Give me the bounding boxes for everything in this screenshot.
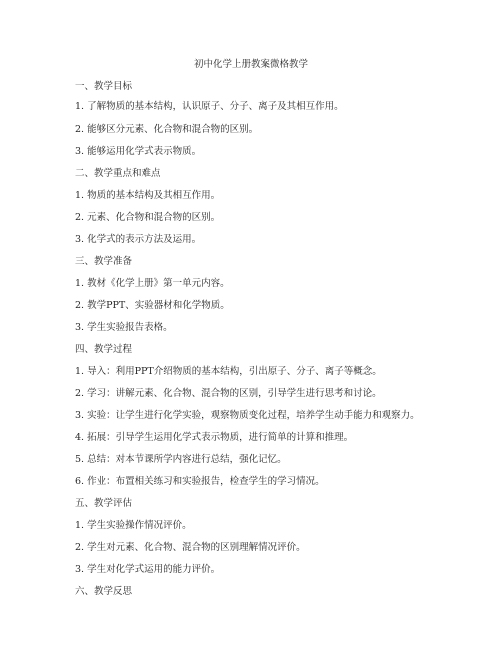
list-item: 6. 作业：布置相关练习和实验报告，检查学生的学习情况。 — [75, 476, 325, 487]
list-item: 1. 物质的基本结构及其相互作用。 — [75, 190, 221, 201]
list-item: 4. 拓展：引导学生运用化学式表示物质，进行简单的计算和推理。 — [75, 432, 354, 443]
list-item: 2. 学生对元素、化合物、混合物的区别理解情况评价。 — [75, 542, 306, 553]
section-heading-reflection: 六、教学反思 — [75, 586, 133, 597]
list-item: 2. 教学PPT、实验器材和化学物质。 — [75, 300, 230, 311]
list-item: 3. 实验：让学生进行化学实验，观察物质变化过程，培养学生动手能力和观察力。 — [75, 410, 420, 421]
list-item: 3. 学生对化学式运用的能力评价。 — [75, 564, 221, 575]
list-item: 3. 能够运用化学式表示物质。 — [75, 146, 202, 157]
section-heading-objectives: 一、教学目标 — [75, 81, 133, 92]
section-heading-key-points: 二、教学重点和难点 — [75, 168, 161, 179]
list-item: 3. 化学式的表示方法及运用。 — [75, 234, 202, 245]
list-item: 5. 总结：对本节课所学内容进行总结，强化记忆。 — [75, 454, 287, 465]
list-item: 1. 导入：利用PPT介绍物质的基本结构，引出原子、分子、离子等概念。 — [75, 366, 382, 377]
list-item: 3. 学生实验报告表格。 — [75, 322, 173, 333]
document-title: 初中化学上册教案微格教学 — [193, 59, 308, 70]
list-item: 1. 了解物质的基本结构，认识原子、分子、离子及其相互作用。 — [75, 101, 344, 112]
list-item: 1. 学生实验操作情况评价。 — [75, 520, 192, 531]
section-heading-process: 四、教学过程 — [75, 344, 133, 355]
section-heading-evaluation: 五、教学评估 — [75, 498, 133, 509]
list-item: 2. 能够区分元素、化合物和混合物的区别。 — [75, 124, 259, 135]
list-item: 1. 教材《化学上册》第一单元内容。 — [75, 278, 230, 289]
list-item: 2. 元素、化合物和混合物的区别。 — [75, 212, 221, 223]
list-item: 2. 学习：讲解元素、化合物、混合物的区别，引导学生进行思考和讨论。 — [75, 388, 382, 399]
section-heading-preparation: 三、教学准备 — [75, 256, 133, 267]
